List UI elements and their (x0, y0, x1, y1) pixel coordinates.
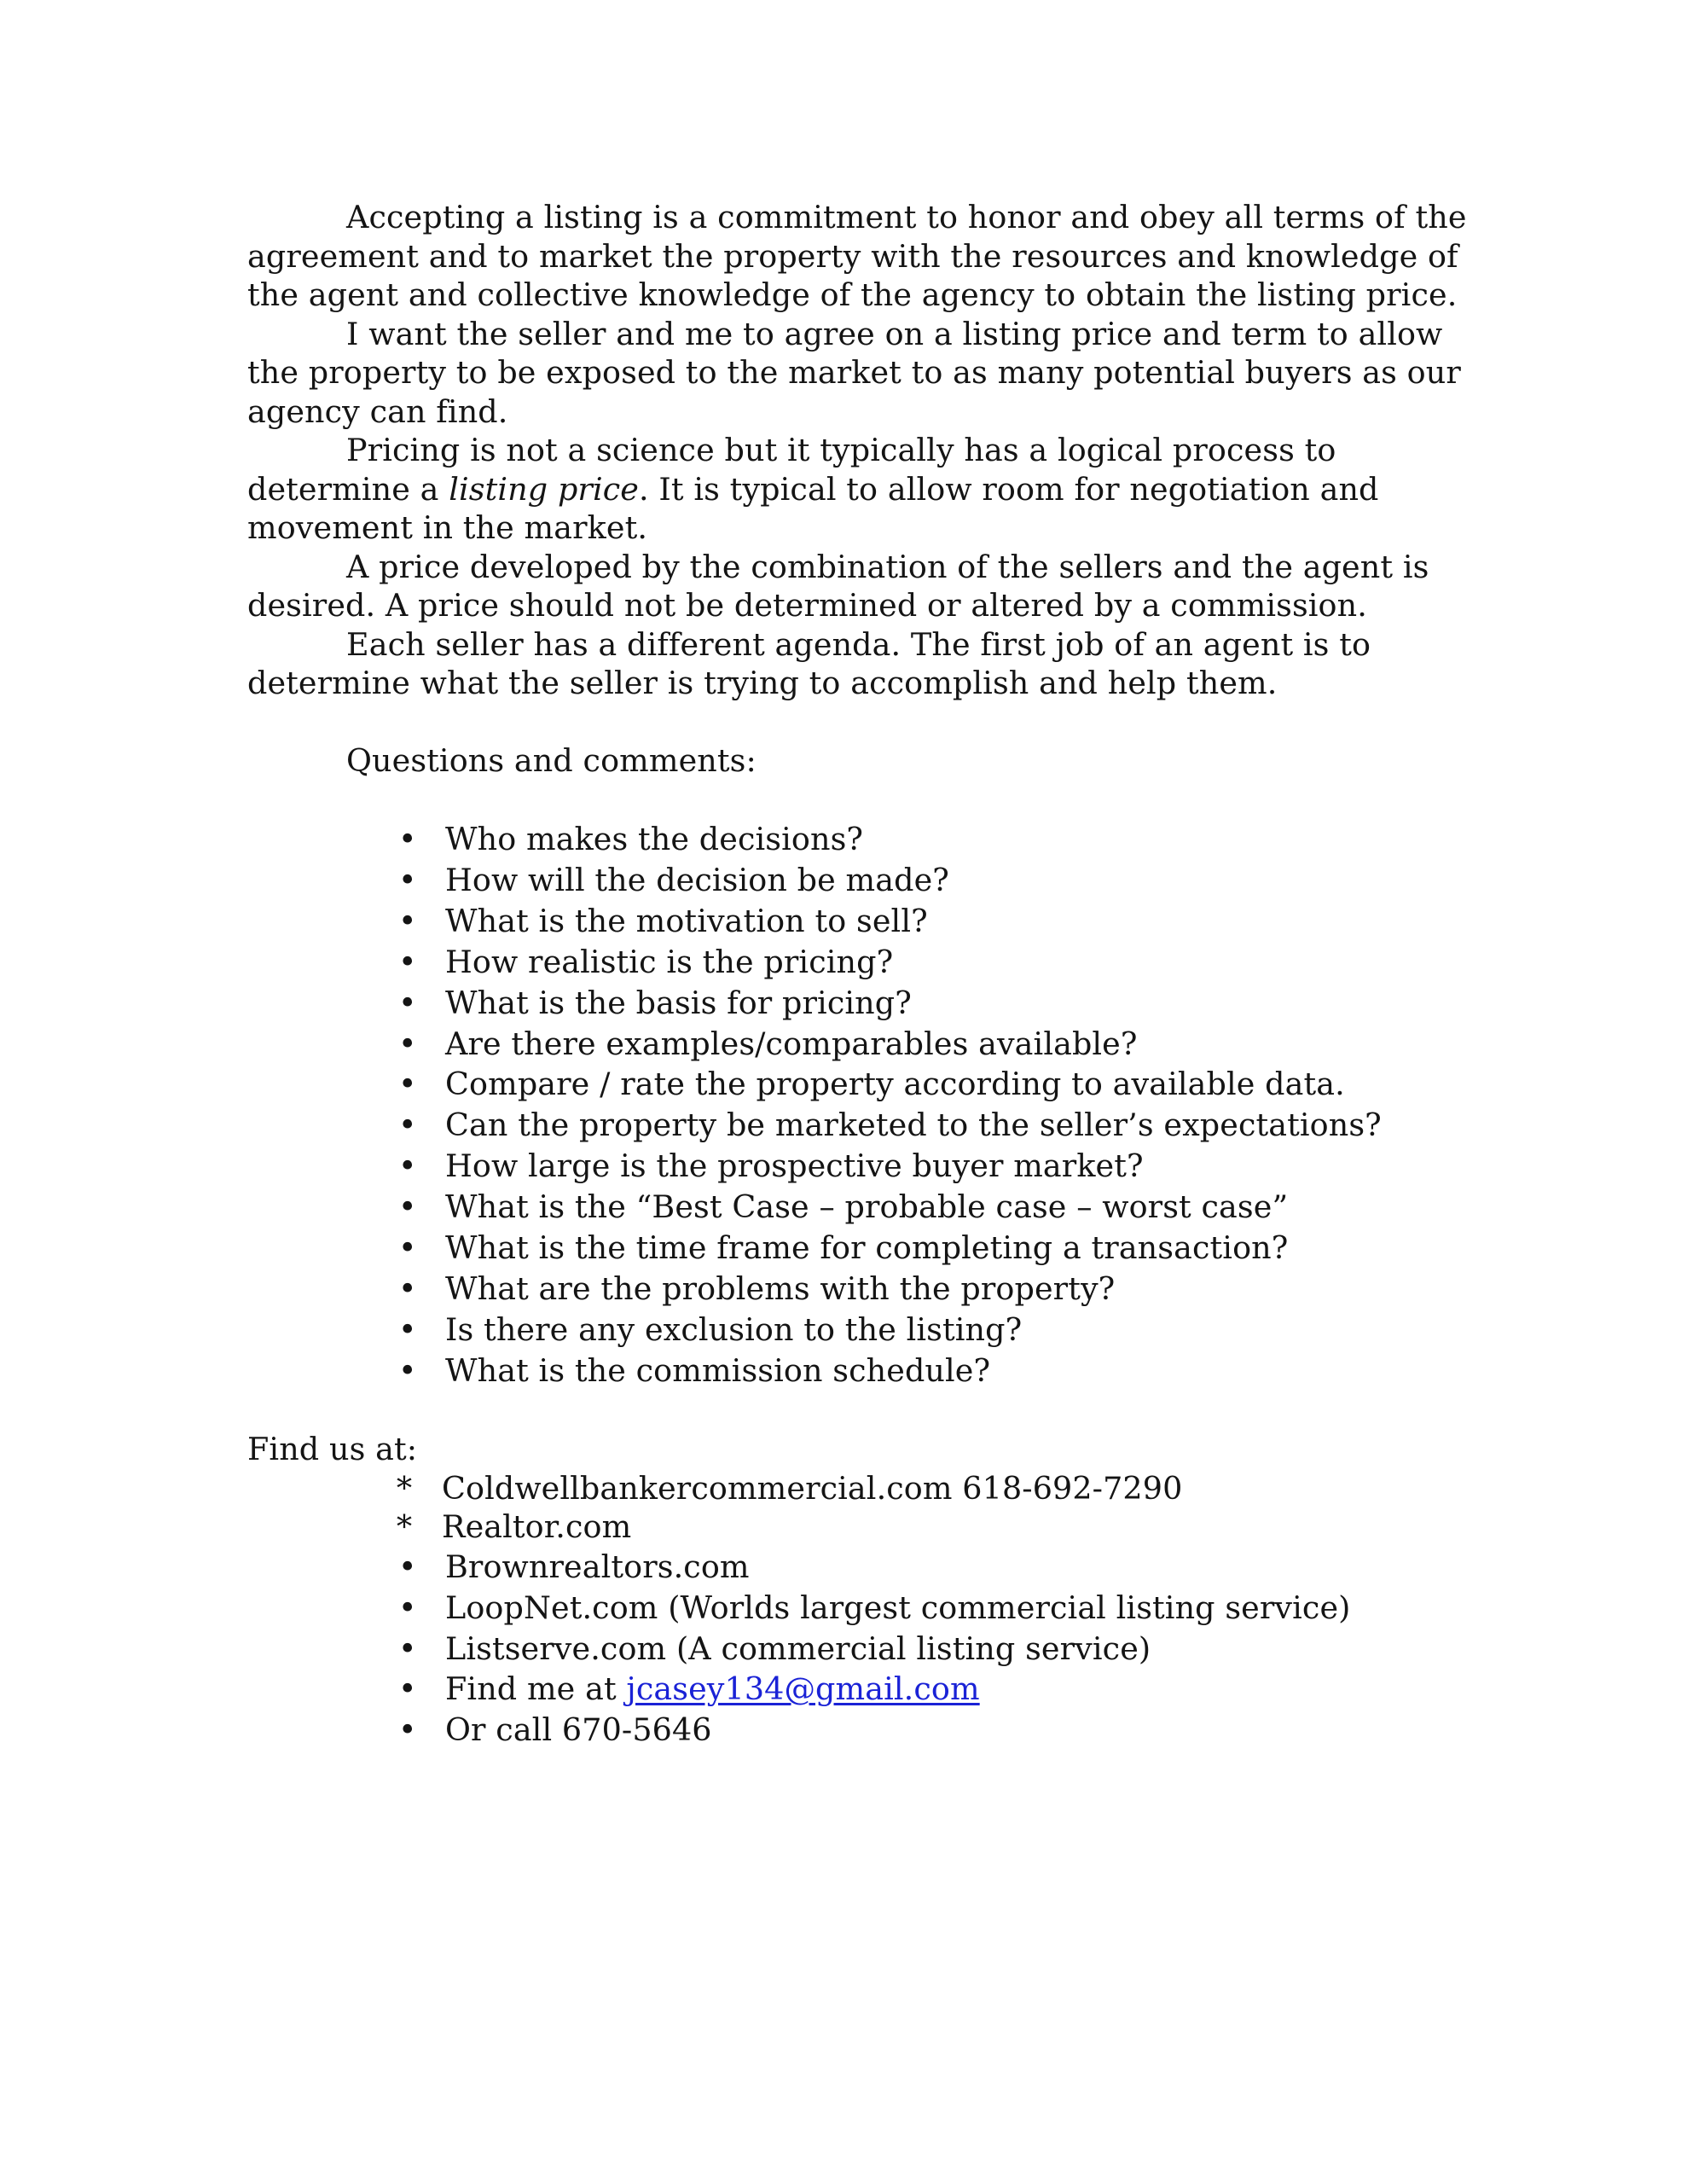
question-text: What is the basis for pricing? (445, 984, 912, 1021)
question-text: What is the “Best Case – probable case – worst case” (445, 1188, 1289, 1226)
loopnet-text: LoopNet.com (Worlds largest commercial listing service) (445, 1589, 1351, 1626)
bullet-marker: • (398, 1066, 417, 1103)
bullet-marker: • (398, 1310, 417, 1348)
question-text: What is the motivation to sell? (445, 902, 928, 939)
question-text: How realistic is the pricing? (445, 943, 894, 980)
pricing-text-after: . It is typical to allow room for negotiation and movement in the market. (247, 470, 1379, 546)
question-item (247, 1146, 1475, 1187)
bullet-marker: • (398, 943, 417, 980)
pricing-text-before: Pricing is not a science but it typically has a logical process to determine a (247, 432, 1336, 508)
list-item-listserve (247, 1629, 1475, 1670)
bullet-marker: • (398, 1629, 417, 1667)
question-item (247, 1350, 1475, 1391)
question-item (247, 1269, 1475, 1310)
bullet-marker: • (398, 821, 417, 857)
email-prefix-text: Find me at (445, 1670, 627, 1708)
bullet-marker: • (398, 1025, 417, 1062)
questions-heading: Questions and comments: (346, 742, 757, 779)
list-item-phone (247, 1710, 1475, 1751)
bullet-marker: • (398, 1229, 417, 1267)
question-item (247, 1187, 1475, 1228)
spacer (247, 1391, 1475, 1431)
bullet-marker: • (398, 1670, 417, 1708)
question-text: Can the property be marketed to the seller’s expectations? (445, 1107, 1382, 1144)
bullet-marker: • (398, 984, 417, 1021)
question-item (247, 942, 1475, 983)
listing-price-emphasis: listing price (449, 470, 639, 508)
question-text: What are the problems with the property? (445, 1269, 1116, 1307)
question-item (247, 983, 1475, 1024)
question-text: What is the commission schedule? (445, 1351, 991, 1389)
brownrealtors-text: Brownrealtors.com (445, 1548, 750, 1585)
find-us-label: Find us at: (247, 1431, 418, 1468)
email-link[interactable]: jcasey134@gmail.com (626, 1670, 980, 1708)
paragraph-listing-price-term: I want the seller and me to agree on a listing price and term to allow the property to be exposed to the market to as many potential buyers as our agency can find. (247, 315, 1461, 430)
paragraph-listing-commitment: Accepting a listing is a commitment to honor and obey all terms of the agreement and to market the property with the resources and knowledge of the agent and collective knowledge of the agency to obtain the listing price. (247, 199, 1467, 313)
bullet-marker: • (398, 1188, 417, 1226)
question-item (247, 860, 1475, 901)
asterisk-marker: * (396, 1469, 413, 1507)
question-text: How will the decision be made? (445, 861, 949, 898)
bullet-marker: • (398, 1351, 417, 1389)
question-item (247, 819, 1475, 860)
questions-list (247, 819, 1475, 1391)
question-text: How large is the prospective buyer market? (445, 1147, 1144, 1185)
bullet-marker: • (398, 1269, 417, 1307)
paragraph-pricing-process (247, 431, 1475, 548)
spacer (247, 781, 1475, 820)
question-item (247, 1310, 1475, 1350)
list-item-loopnet (247, 1588, 1475, 1629)
bullet-marker: • (398, 1147, 417, 1185)
list-item-email (247, 1669, 1475, 1710)
question-text: Compare / rate the property according to available data. (445, 1066, 1345, 1103)
bullet-marker: • (398, 1107, 417, 1144)
bullet-marker: • (398, 1548, 417, 1585)
question-item (247, 1024, 1475, 1065)
coldwell-text: Coldwellbankercommercial.com 618-692-7290 (442, 1469, 1183, 1507)
find-us-list (247, 1469, 1475, 1751)
question-text: Is there any exclusion to the listing? (445, 1310, 1023, 1348)
paragraph-price-development: A price developed by the combination of the sellers and the agent is desired. A price should not be determined or altered by a commission. (247, 548, 1429, 624)
list-item-realtor (247, 1507, 1475, 1547)
asterisk-marker: * (396, 1508, 413, 1546)
bullet-marker: • (398, 1589, 417, 1626)
bullet-marker: • (398, 902, 417, 939)
question-item (247, 901, 1475, 942)
question-text: Are there examples/comparables available? (445, 1025, 1138, 1062)
listserve-text: Listserve.com (A commercial listing service) (445, 1629, 1151, 1667)
spacer (247, 703, 1475, 742)
question-item (247, 1105, 1475, 1146)
bullet-marker: • (398, 861, 417, 898)
realtor-text: Realtor.com (442, 1508, 632, 1546)
bullet-marker: • (398, 1711, 417, 1749)
question-item (247, 1228, 1475, 1269)
list-item-coldwell (247, 1469, 1475, 1508)
list-item-brownrealtors (247, 1547, 1475, 1588)
paragraph-seller-agenda: Each seller has a different agenda. The first job of an agent is to determine what the seller is trying to accomplish and help them. (247, 625, 1371, 701)
question-item (247, 1064, 1475, 1105)
phone-text: Or call 670-5646 (445, 1711, 712, 1749)
document-body (247, 198, 1475, 1751)
question-text: Who makes the decisions? (445, 821, 864, 857)
question-text: What is the time frame for completing a transaction? (445, 1229, 1289, 1267)
